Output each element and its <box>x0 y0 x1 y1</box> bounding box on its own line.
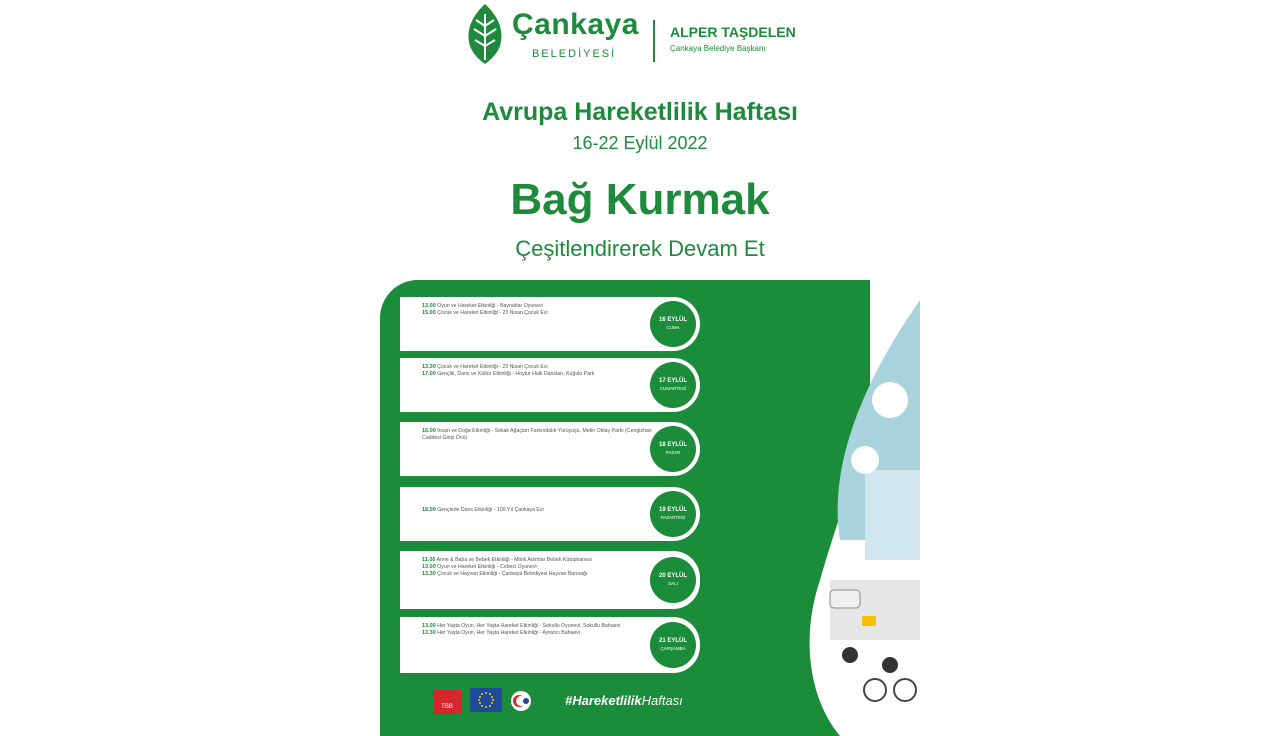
event-line: 13.00 Oyun ve Hareket Etkinliği - Bayraktar Oyunevi <box>422 303 543 309</box>
theme-subtitle: Çeşitlendirerek Devam Et <box>515 236 765 261</box>
hashtag: #HareketlilikHaftası <box>565 693 683 708</box>
header-divider <box>653 20 655 62</box>
day-card-21 <box>400 617 700 673</box>
event-line: 13.00 Oyun ve Hareket Etkinliği - Cebeci Oyunevi <box>422 564 537 570</box>
day-card-18 <box>400 422 700 476</box>
event-line: 15.00 Çocuk ve Hareket Etkinliği - 23 Nisan Çocuk Evi <box>422 310 548 316</box>
event-line: 13.00 Her Yaşta Oyun, Her Yaşta Hareket Etkinliği - Sokullu Oyunevi, Sokullu Bahaevi <box>422 623 621 629</box>
event-line: 17.00 Gençlik, Dans ve Kültür Etkinliği - Hoytur Halk Dansları, Kuğulu Park <box>422 371 595 377</box>
date-badge: 21 EYLÜL ÇARŞAMBA <box>650 622 696 668</box>
date-badge: 16 EYLÜL CUMA <box>650 301 696 347</box>
date-badge: 18 EYLÜL PAZAR <box>650 426 696 472</box>
theme-title: Bağ Kurmak <box>510 175 770 224</box>
brand-subtitle: BELEDİYESİ <box>532 48 617 60</box>
day-card-17 <box>400 358 700 412</box>
event-line: 13.30 Çocuk ve Hayvan Etkinliği - Çankaya Belediyesi Hayvan Barınağı <box>422 571 588 577</box>
leaf-logo-icon <box>462 2 508 66</box>
tr-turkiye-icon <box>510 690 532 712</box>
day-card-20 <box>400 551 700 609</box>
event-line: 11.00 Anne & Baba ve Bebek Etkinliği - Minik Adımlar Bebek Kütüphanesi <box>422 557 592 563</box>
mayor-name: ALPER TAŞDELEN <box>670 24 796 40</box>
tbb-logo: TBB <box>433 690 461 714</box>
date-badge: 19 EYLÜL PAZARTESİ <box>650 491 696 537</box>
event-line: 18.00 Gençlerle Dans Etkinliği - 100.Yıl Çankaya Evi <box>422 507 544 513</box>
city-illustration <box>770 280 920 736</box>
event-line: 13.30 Çocuk ve Hareket Etkinliği - 23 Nisan Çocuk Evi <box>422 364 548 370</box>
brand-name: Çankaya <box>512 8 639 41</box>
poster <box>360 0 920 736</box>
event-title: Avrupa Hareketlilik Haftası <box>482 98 798 126</box>
mayor-title: Çankaya Belediye Başkanı <box>670 44 766 53</box>
eu-flag-icon <box>470 688 502 712</box>
day-card-16 <box>400 297 700 351</box>
event-dates: 16-22 Eylül 2022 <box>572 133 708 153</box>
event-line: 13.30 Her Yaşta Oyun, Her Yaşta Hareket Etkinliği - Ayrancı Bahaevi <box>422 630 581 636</box>
date-badge: 17 EYLÜL CUMARTESİ <box>650 362 696 408</box>
date-badge: 20 EYLÜL SALI <box>650 557 696 603</box>
day-card-19 <box>400 487 700 541</box>
event-line: 16.00 İnsan ve Doğa Etkinliği - Sokak Ağaçları Farkındalık Yürüyüşü, Metin Oktay Parkı (Cengizhan Caddesi Girişi Önü) <box>422 428 652 441</box>
